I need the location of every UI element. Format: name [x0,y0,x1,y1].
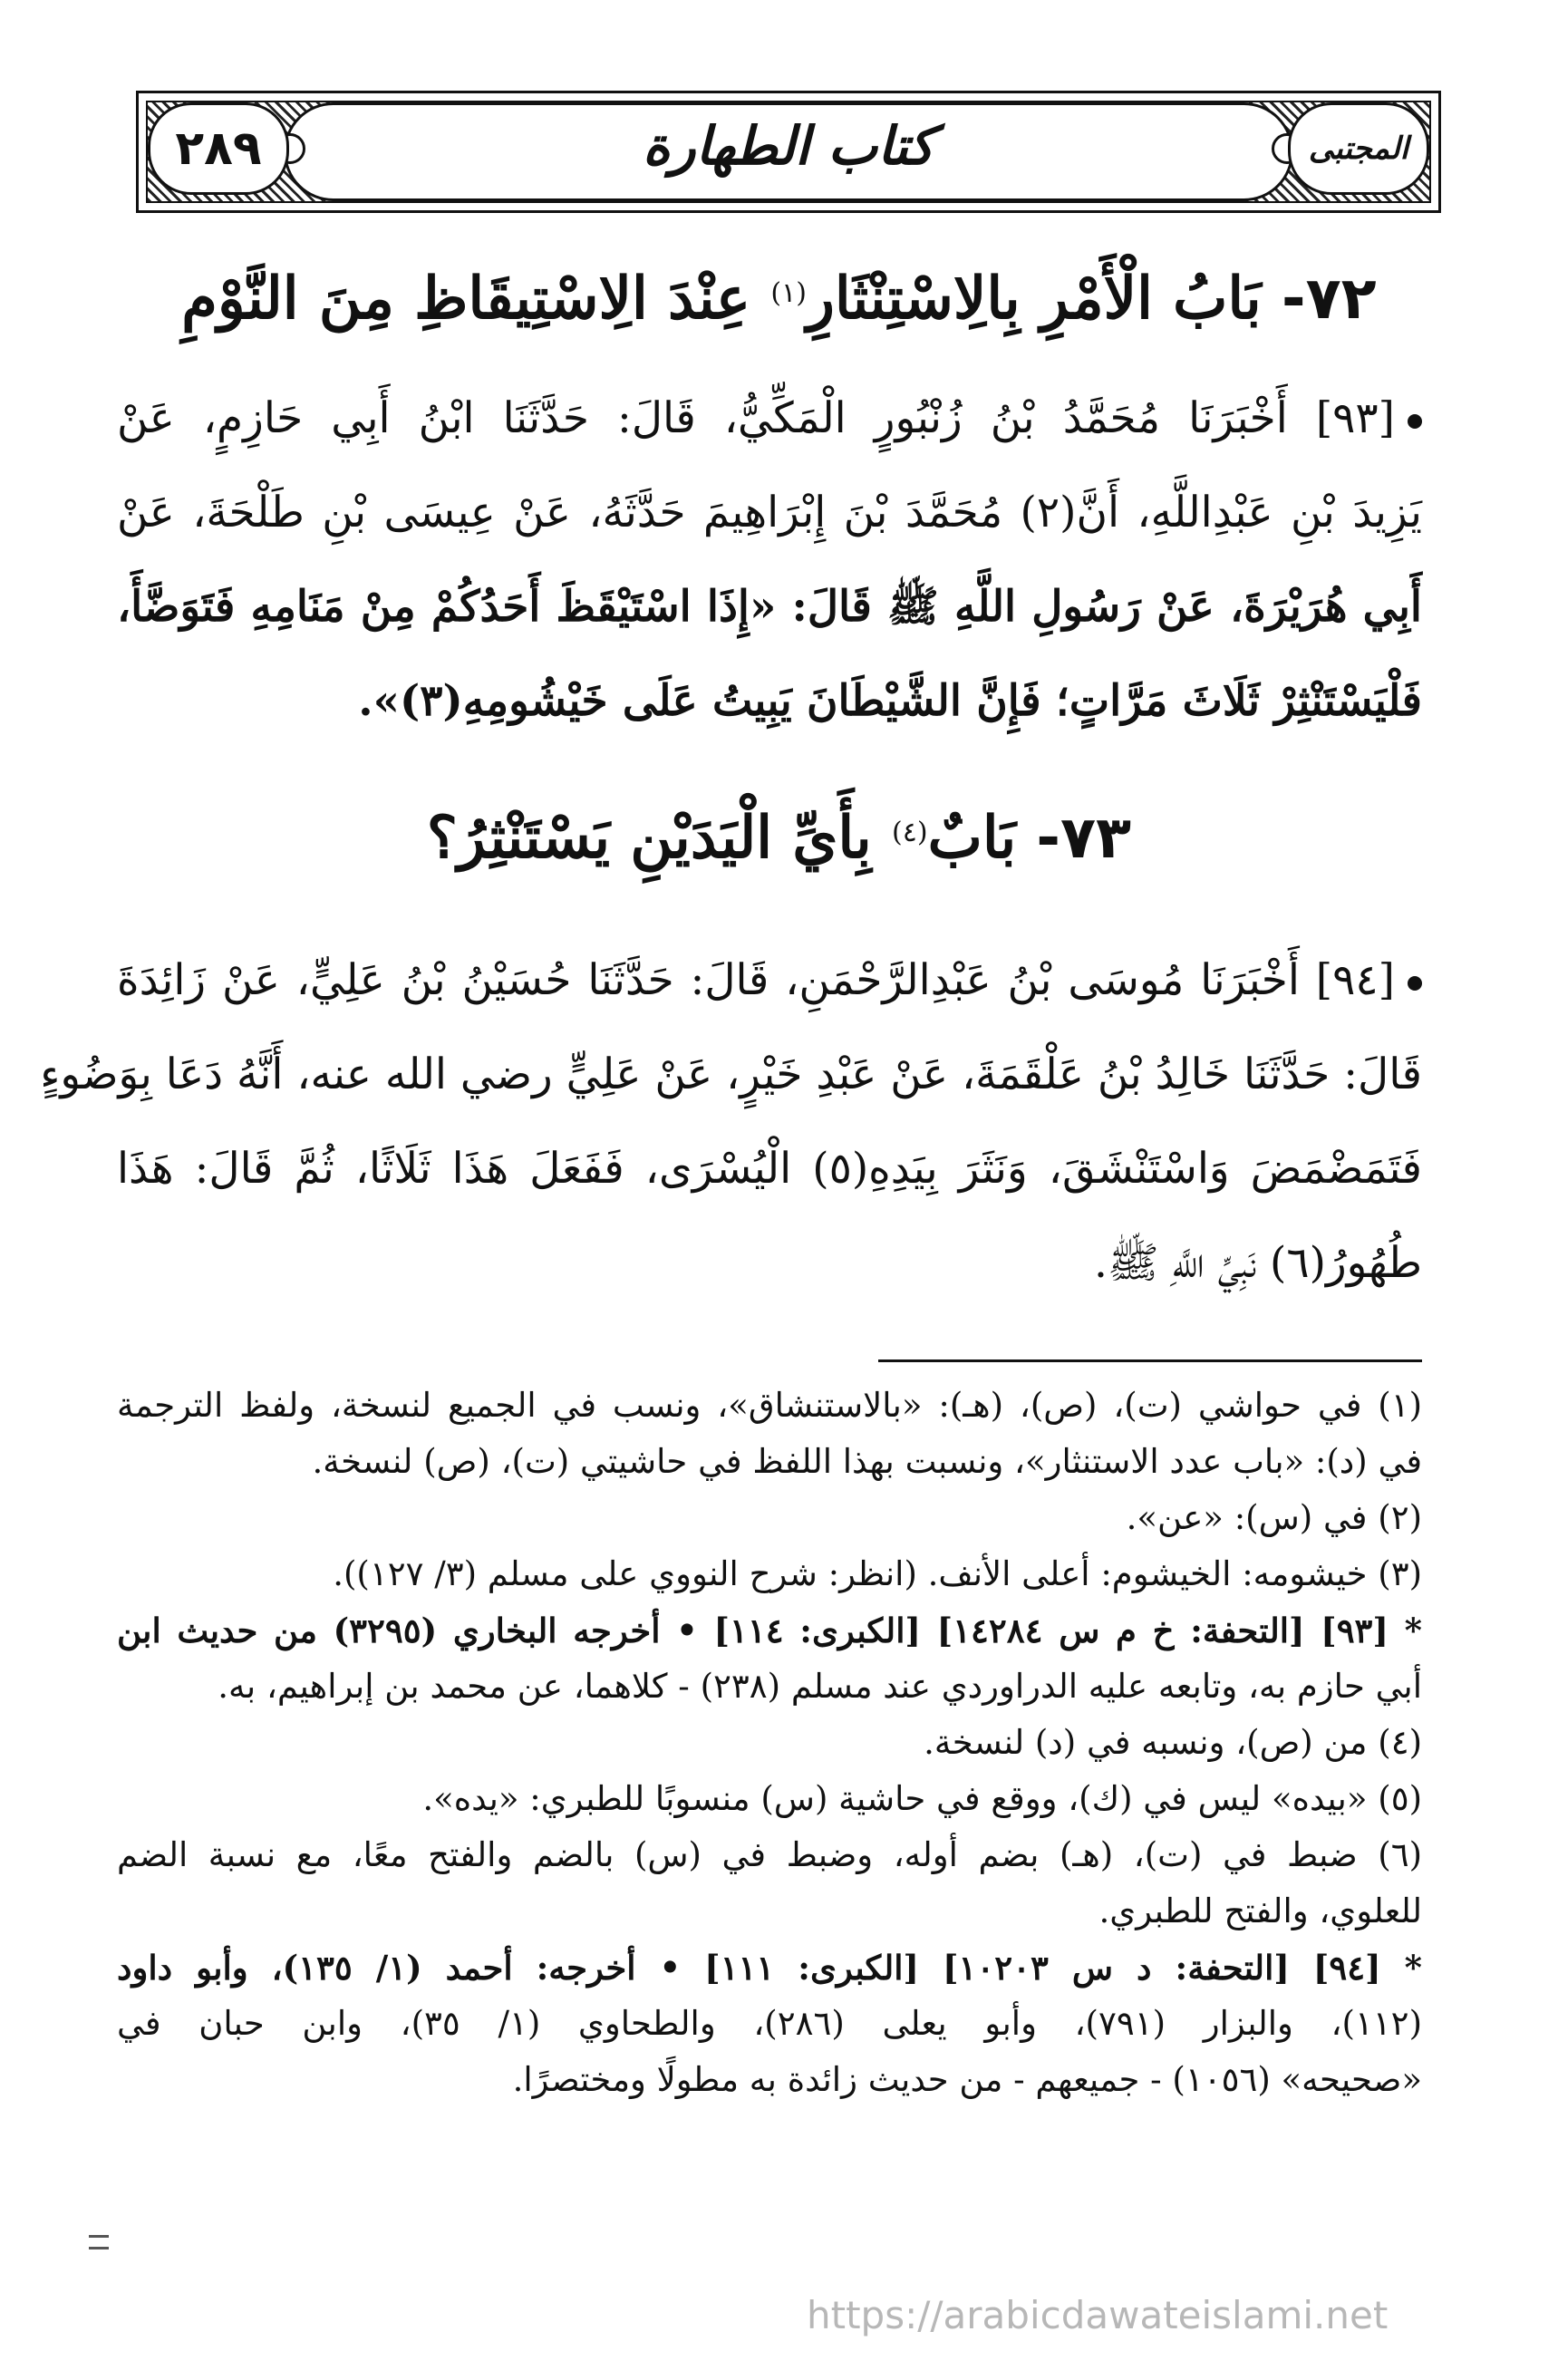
hadith-line: طُهُورُ(٦) نَبِيِّ اللَّهِ ﷺ. [1093,1238,1422,1288]
hadith-text: [٩٣] أَخْبَرَنَا مُحَمَّدُ بْنُ زُنْبُورٍ الْمَكِّيُّ، قَالَ: حَدَّثَنَا ابْنُ أَبِي حَازِمٍ، عَنْ [117,393,1395,443]
chapter-title-part: عِنْدَ الِاسْتِيقَاظِ مِنَ النَّوْمِ [181,265,751,333]
watermark: https://arabicdawateislami.net [807,2293,1389,2337]
footnote-1: (١) في حواشي (ت)، (ص)، (هـ): «بالاستنشاق»، ونسب في الجميع لنسخة، ولفظ الترجمة [117,1386,1422,1425]
hadith-94 [40,934,1422,1311]
footnote-1-cont: في (د): «باب عدد الاستنثار»، ونسبت بهذا اللفظ في حاشيتي (ت)، (ص) لنسخة. [312,1442,1422,1481]
chapter-heading-73 [136,798,1422,879]
hadith-line: يَزِيدَ بْنِ عَبْدِاللَّهِ، أَنَّ(٢) مُحَمَّدَ بْنَ إِبْرَاهِيمَ حَدَّثَهُ، عَنْ عِيسَى بْنِ طَلْحَةَ، عَنْ [117,488,1422,537]
footnote-divider [878,1359,1422,1362]
takhrij-93: * [٩٣] [التحفة: خ م س ١٤٢٨٤] [الكبرى: ١١٤] • أخرجه البخاري (٣٢٩٥) من حديث ابن [117,1611,1422,1650]
footnote-2: (٢) في (س): «عن». [1126,1498,1422,1537]
book-logo: المجتبى [1308,131,1409,167]
footnote-6: (٦) ضبط في (ت)، (هـ) بضم أوله، وضبط في (س) بالضم والفتح معًا، مع نسبة الضم [117,1835,1422,1874]
chapter-title-part: بِأَيِّ الْيَدَيْنِ يَسْتَنْثِرُ؟ [426,804,872,872]
hadith-line: فَلْيَسْتَنْثِرْ ثَلَاثَ مَرَّاتٍ؛ فَإِنَّ الشَّيْطَانَ يَبِيتُ عَلَى خَيْشُومِهِ(٣)». [358,676,1422,726]
hadith-line: فَتَمَضْمَضَ وَاسْتَنْشَقَ، وَنَثَرَ بِيَدِهِ(٥) الْيُسْرَى، فَفَعَلَ هَذَا ثَلَاثًا، ثُمَّ قَالَ: هَذَا [117,1144,1422,1194]
chapter-number: ٧٣- [1036,805,1132,872]
takhrij-94: * [٩٤] [التحفة: د س ١٠٢٠٣] [الكبرى: ١١١] • أخرجه: أحمد (١/ ١٣٥)، وأبو داود [117,1948,1422,1988]
bullet-icon [1408,414,1422,429]
hadith-line: قَالَ: حَدَّثَنَا خَالِدُ بْنُ عَلْقَمَةَ، عَنْ عَبْدِ خَيْرٍ، عَنْ عَلِيٍّ رضي الله عنه، أَنَّهُ دَعَا بِوَضُوءٍ [40,1050,1422,1099]
footnote-6-cont: للعلوي، والفتح للطبري. [1098,1891,1422,1930]
footnotes [117,1378,1422,2108]
footnote-ref: (١) [770,277,807,309]
page-number: ٢٨٩ [175,121,262,176]
chapter-number: ٧٢- [1282,266,1377,333]
hadith-line: أَبِي هُرَيْرَةَ، عَنْ رَسُولِ اللَّهِ ﷺ قَالَ: «إِذَا اسْتَيْقَظَ أَحَدُكُمْ مِنْ مَنَامِهِ فَتَوَضَّأَ، [117,582,1422,632]
takhrij-94-cont: (١١٢)، والبزار (٧٩١)، وأبو يعلى (٢٨٦)، والطحاوي (١/ ٣٥)، وابن حبان في [117,2004,1422,2043]
footnote-ref: (٤) [892,817,928,848]
chapter-title-part: بَابٌ [927,804,1017,872]
chapter-title-part: بَابُ الْأَمْرِ بِالِاسْتِنْثَارِ [806,265,1262,333]
takhrij-93-cont: أبي حازم به، وتابعه عليه الدراوردي عند مسلم (٢٣٨) - كلاهما، عن محمد بن إبراهيم، به. [218,1667,1422,1706]
footnote-4: (٤) من (ص)، ونسبه في (د) لنسخة. [924,1723,1422,1762]
takhrij-94-cont: «صحيحه» (١٠٥٦) - جميعهم - من حديث زائدة به مطولًا ومختصرًا. [512,2060,1422,2099]
margin-mark [89,2235,109,2249]
page-header-frame [136,91,1441,213]
footnote-3: (٣) خيشومه: الخيشوم: أعلى الأنف. (انظر: شرح النووي على مسلم (٣/ ١٢٧)). [333,1554,1422,1593]
footnote-5: (٥) «بيده» ليس في (ك)، ووقع في حاشية (س) منسوبًا للطبري: «يده». [422,1779,1422,1818]
hadith-line [117,934,1422,1028]
chapter-heading-72 [136,258,1422,340]
hadith-93 [117,372,1422,749]
hadith-text: [٩٤] أَخْبَرَنَا مُوسَى بْنُ عَبْدِالرَّحْمَنِ، قَالَ: حَدَّثَنَا حُسَيْنُ بْنُ عَلِيٍّ، عَنْ زَائِدَةَ [117,955,1395,1005]
bullet-icon [1408,976,1422,991]
running-title: كتاب الطهارة [643,115,934,177]
hadith-line [117,372,1422,466]
